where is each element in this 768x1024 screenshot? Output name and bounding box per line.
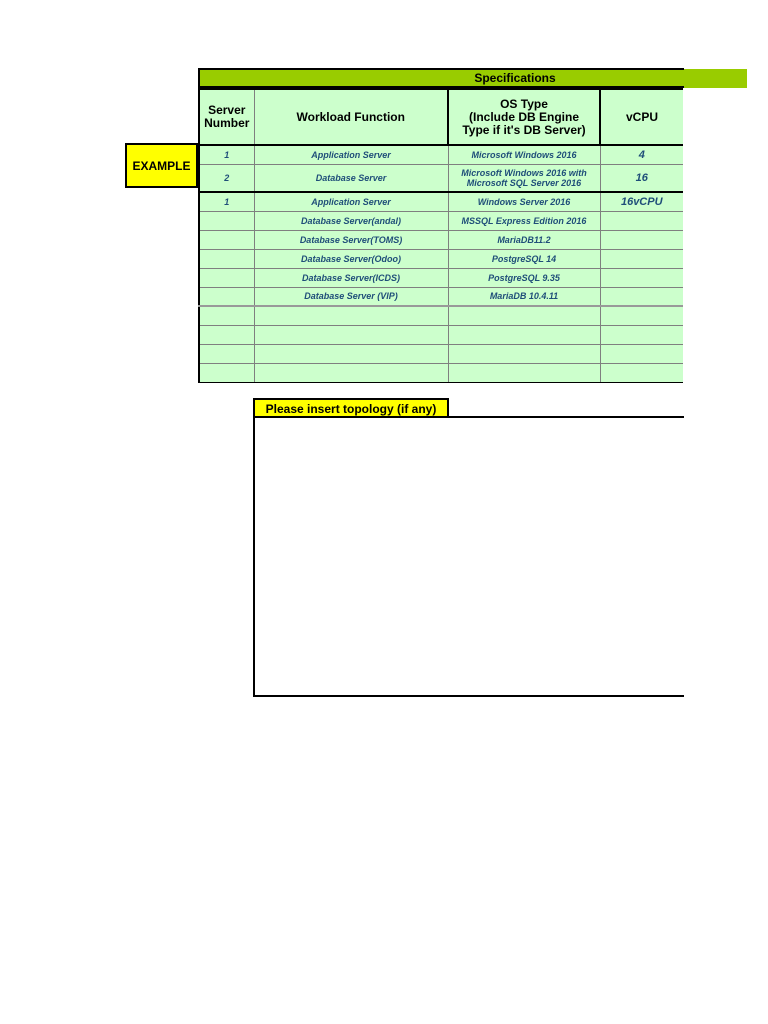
cell-workload-function[interactable]: Database Server(ICDS) <box>254 268 448 287</box>
cell-workload-function[interactable] <box>254 364 448 383</box>
specifications-title: Specifications <box>474 71 556 85</box>
cell-workload-function[interactable]: Database Server(TOMS) <box>254 230 448 249</box>
table-row <box>199 326 683 345</box>
header-os-type-line2: (Include DB Engine <box>468 109 579 124</box>
cell-server-number[interactable] <box>199 364 254 383</box>
header-server-number-line2: Number <box>204 116 250 130</box>
header-os-type-line3: Type if it's DB Server) <box>462 122 586 137</box>
cell-os-type[interactable]: MariaDB 10.4.11 <box>448 287 600 306</box>
cell-server-number[interactable] <box>199 326 254 345</box>
cell-server-number[interactable] <box>199 306 254 326</box>
example-row <box>199 145 683 165</box>
cell-vcpu[interactable] <box>600 211 683 230</box>
cell-os-type[interactable] <box>448 306 600 326</box>
cell-workload-function[interactable]: Database Server (VIP) <box>254 287 448 306</box>
header-vcpu <box>600 89 683 145</box>
header-server-number-line1: Server <box>208 103 246 117</box>
cell-vcpu[interactable] <box>600 230 683 249</box>
cell-vcpu[interactable] <box>600 249 683 268</box>
table-row <box>199 230 683 249</box>
cell-workload-function[interactable]: Application Server <box>254 192 448 211</box>
cell-os-type[interactable] <box>448 345 600 364</box>
cell-vcpu[interactable] <box>600 268 683 287</box>
table-row <box>199 268 683 287</box>
header-os-type <box>448 89 600 145</box>
cell-vcpu[interactable]: 16 <box>600 165 683 193</box>
cell-server-number[interactable] <box>199 230 254 249</box>
topology-insert-area[interactable] <box>253 416 684 697</box>
example-row <box>199 165 683 193</box>
cell-workload-function[interactable]: Application Server <box>254 145 448 165</box>
cell-server-number[interactable] <box>199 287 254 306</box>
cell-os-type-line2: Microsoft SQL Server 2016 <box>466 178 582 188</box>
table-row <box>199 211 683 230</box>
cell-server-number[interactable] <box>199 268 254 287</box>
header-server-number <box>199 89 254 145</box>
cell-os-type[interactable]: Microsoft Windows 2016 <box>448 145 600 165</box>
cell-workload-function[interactable] <box>254 345 448 364</box>
table-row <box>199 345 683 364</box>
header-os-type-line1: OS Type <box>500 96 548 111</box>
cell-vcpu[interactable] <box>600 326 683 345</box>
cell-server-number[interactable]: 1 <box>199 145 254 165</box>
cell-vcpu[interactable] <box>600 287 683 306</box>
cell-workload-function[interactable]: Database Server(Odoo) <box>254 249 448 268</box>
cell-vcpu[interactable]: 16vCPU <box>600 192 683 211</box>
cell-server-number[interactable] <box>199 211 254 230</box>
table-row <box>199 192 683 211</box>
table-row <box>199 364 683 383</box>
cell-os-type[interactable] <box>448 364 600 383</box>
cell-os-type[interactable]: Windows Server 2016 <box>448 192 600 211</box>
table-header-row <box>199 89 683 145</box>
topology-label: Please insert topology (if any) <box>253 398 449 417</box>
cell-workload-function[interactable] <box>254 326 448 345</box>
table-row <box>199 249 683 268</box>
cell-os-type[interactable]: MariaDB11.2 <box>448 230 600 249</box>
cell-os-type[interactable]: PostgreSQL 14 <box>448 249 600 268</box>
cell-workload-function[interactable] <box>254 306 448 326</box>
cell-workload-function[interactable]: Database Server(andal) <box>254 211 448 230</box>
cell-vcpu[interactable] <box>600 364 683 383</box>
header-workload-function-line1: Workload Function <box>296 109 405 124</box>
cell-vcpu[interactable] <box>600 345 683 364</box>
header-vcpu-line1: vCPU <box>625 109 658 124</box>
specifications-table <box>198 88 683 383</box>
header-workload-function <box>254 89 448 145</box>
cell-server-number[interactable] <box>199 249 254 268</box>
table-row <box>199 306 683 326</box>
cell-server-number[interactable]: 1 <box>199 192 254 211</box>
cell-vcpu[interactable] <box>600 306 683 326</box>
cell-vcpu[interactable]: 4 <box>600 145 683 165</box>
cell-os-type-line1: Microsoft Windows 2016 with <box>461 168 587 178</box>
cell-os-type[interactable] <box>448 165 600 193</box>
cell-server-number[interactable] <box>199 345 254 364</box>
cell-os-type[interactable]: MSSQL Express Edition 2016 <box>448 211 600 230</box>
cell-workload-function[interactable]: Database Server <box>254 165 448 193</box>
example-label: EXAMPLE <box>125 143 198 188</box>
specifications-header <box>198 68 684 88</box>
specifications-header-extension <box>684 69 747 88</box>
cell-os-type[interactable] <box>448 326 600 345</box>
cell-server-number[interactable]: 2 <box>199 165 254 193</box>
cell-os-type[interactable]: PostgreSQL 9.35 <box>448 268 600 287</box>
table-row <box>199 287 683 306</box>
